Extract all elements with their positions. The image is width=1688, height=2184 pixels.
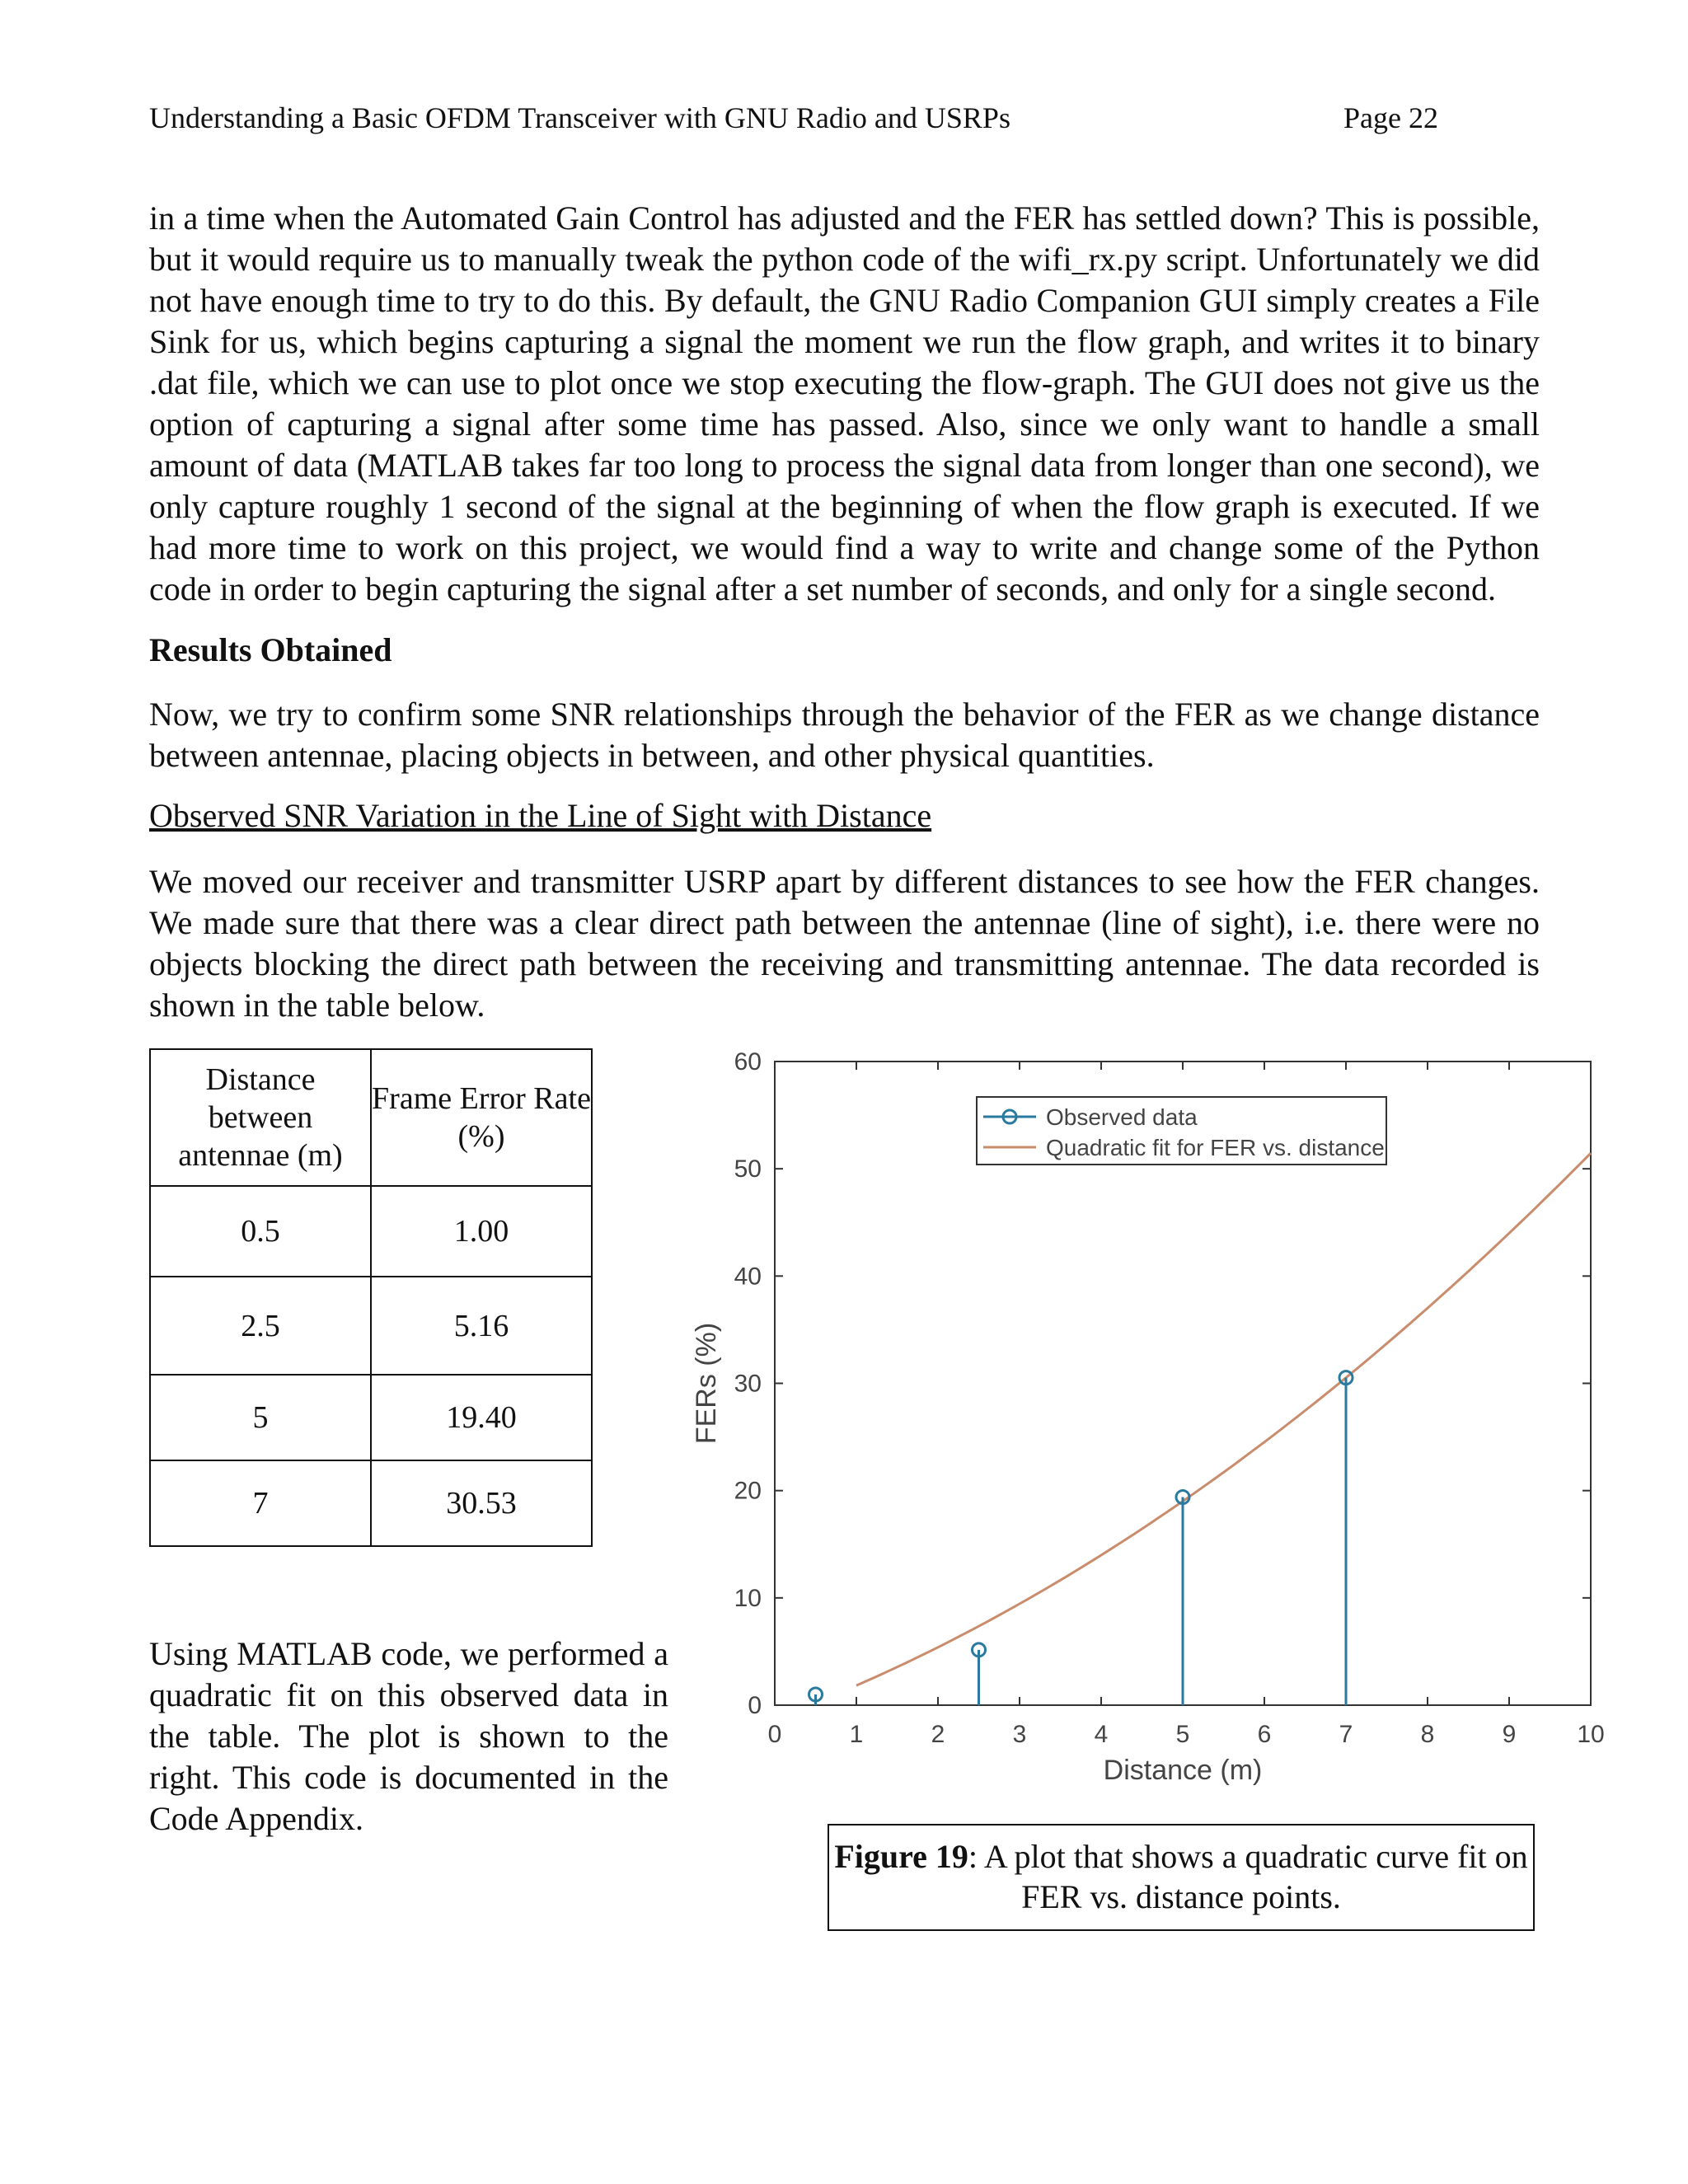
y-tick-label: 40: [734, 1263, 762, 1291]
x-tick-label: 4: [1094, 1721, 1109, 1748]
x-tick-label: 3: [1012, 1721, 1027, 1748]
legend-fit-label: Quadratic fit for FER vs. distance: [1046, 1135, 1385, 1160]
x-tick-label: 2: [931, 1721, 945, 1748]
table-row: [150, 1277, 592, 1375]
x-axis-label: Distance (m): [1103, 1755, 1263, 1786]
running-header-title: Understanding a Basic OFDM Transceiver with GNU Radio and USRPs: [149, 101, 1010, 134]
fer-vs-distance-chart: [684, 1043, 1624, 1801]
y-tick-label: 10: [734, 1584, 762, 1612]
figure-caption-text: : A plot that shows a quadratic curve fit on FER vs. distance points.: [968, 1838, 1528, 1915]
fer-distance-table: [149, 1048, 593, 1547]
table-cell-fer: 30.53: [371, 1460, 592, 1546]
table-cell-fer: 19.40: [371, 1375, 592, 1460]
table-cell-fer: 5.16: [371, 1277, 592, 1375]
table-cell-distance: 0.5: [150, 1186, 371, 1277]
x-tick-label: 1: [849, 1721, 864, 1748]
table-cell-distance: 7: [150, 1460, 371, 1546]
x-tick-label: 9: [1502, 1721, 1517, 1748]
y-tick-label: 0: [748, 1692, 762, 1719]
x-tick-label: 8: [1420, 1721, 1435, 1748]
table-row: [150, 1186, 592, 1277]
legend-observed-label: Observed data: [1046, 1104, 1198, 1130]
x-tick-label: 0: [767, 1721, 782, 1748]
x-tick-label: 10: [1577, 1721, 1605, 1748]
table-cell-fer: 1.00: [371, 1186, 592, 1277]
table-header-distance: Distance between antennae (m): [150, 1049, 371, 1186]
page-number: Page 22: [1343, 101, 1438, 134]
y-tick-label: 20: [734, 1477, 762, 1505]
y-tick-label: 50: [734, 1155, 762, 1183]
paragraph-snr-intro: Now, we try to confirm some SNR relationships through the behavior of the FER as we change distance between antennae, placing objects in between, and other physical quantities.: [149, 696, 1540, 774]
table-row: [150, 1460, 592, 1546]
paragraph-file-sink: in a time when the Automated Gain Control has adjusted and the FER has settled down? This is possible, but it would require us to manually tweak the python code of the wifi_rx.py script. Unfortunately we did not have enough time to try to do this. By default, the GNU Radio Companion GUI simply creates a File Sink for us, which begins capturing a signal the moment we run the flow graph, and writes it to binary .dat file, which we can use to plot once we stop executing the flow-graph. The GUI does not give us the option of capturing a signal after some time has passed. Also, since we only want to handle a small amount of data (MATLAB takes far too long to process the signal data from longer than one second), we only capture roughly 1 second of the signal at the beginning of when the flow graph is executed. If we had more time to work on this project, we would find a way to write and change some of the Python code in order to begin capturing the signal after a set number of seconds, and only for a single second.: [149, 199, 1540, 607]
paragraph-matlab-fit: Using MATLAB code, we performed a quadratic fit on this observed data in the table. The plot is shown to the right. This code is documented in the Code Appendix.: [149, 1635, 668, 1837]
x-tick-label: 6: [1257, 1721, 1272, 1748]
table-header-fer: Frame Error Rate (%): [371, 1049, 592, 1186]
y-tick-label: 30: [734, 1370, 762, 1398]
figure-caption: [828, 1824, 1535, 1931]
paragraph-experiment-description: We moved our receiver and transmitter USRP apart by different distances to see how the FER changes. We made sure that there was a clear direct path between the antennae (line of sight), i.e. there were no objects blocking the direct path between the receiving and transmitting antennae. The data recorded is shown in the table below.: [149, 863, 1540, 1024]
subsection-heading-los-distance: Observed SNR Variation in the Line of Sight with Distance: [149, 797, 932, 834]
x-tick-label: 5: [1175, 1721, 1190, 1748]
section-heading-results: Results Obtained: [149, 631, 392, 668]
table-cell-distance: 5: [150, 1375, 371, 1460]
table-cell-distance: 2.5: [150, 1277, 371, 1375]
figure-caption-label: Figure 19: [834, 1838, 968, 1875]
x-tick-label: 7: [1339, 1721, 1353, 1748]
table-header-row: [150, 1049, 592, 1186]
y-tick-label: 60: [734, 1048, 762, 1076]
table-row: [150, 1375, 592, 1460]
y-axis-label: FERs (%): [691, 1322, 722, 1445]
